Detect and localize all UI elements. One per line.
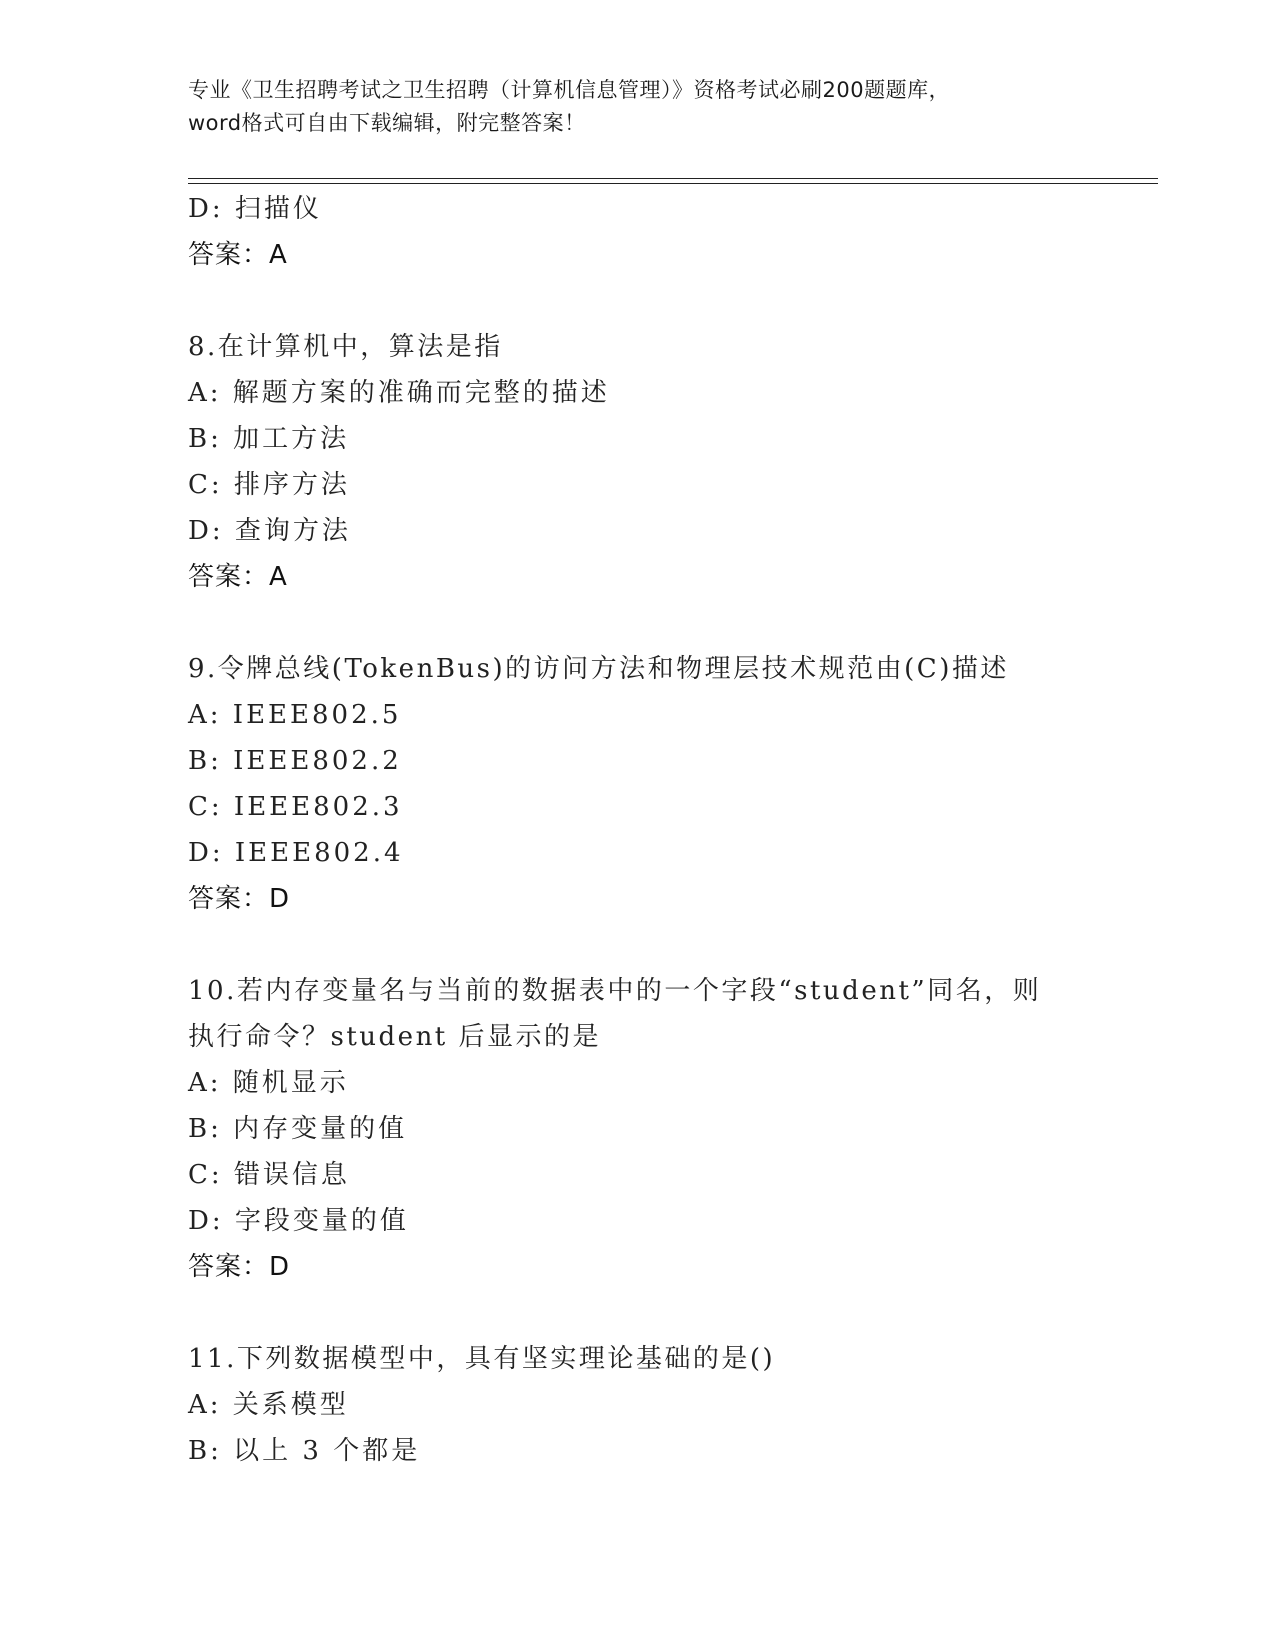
question-text: 9.令牌总线(TokenBus)的访问方法和物理层技术规范由(C)描述 xyxy=(188,654,1009,684)
option-a: A: 解题方案的准确而完整的描述 xyxy=(188,378,610,408)
spacer xyxy=(188,922,1088,968)
spacer xyxy=(188,600,1088,646)
answer-line: 答案：D xyxy=(188,1252,291,1282)
header-title-line-1: 专业《卫生招聘考试之卫生招聘（计算机信息管理）》资格考试必刷200题题库， xyxy=(188,78,951,102)
header-divider-bottom xyxy=(188,183,1158,184)
question-text: 11.下列数据模型中，具有坚实理论基础的是() xyxy=(188,1344,776,1374)
option-d: D: 扫描仪 xyxy=(188,194,322,224)
question-text: 8.在计算机中，算法是指 xyxy=(188,332,503,362)
question-text: 10.若内存变量名与当前的数据表中的一个字段“student”同名，则 xyxy=(188,976,1042,1006)
spacer xyxy=(188,278,1088,324)
question-block-11 xyxy=(188,1336,1088,1474)
document-header xyxy=(188,74,1088,140)
question-list xyxy=(188,186,1088,1474)
option-d: D: IEEE802.4 xyxy=(188,838,404,868)
option-c: C: IEEE802.3 xyxy=(188,792,403,822)
question-block-10 xyxy=(188,968,1088,1290)
question-block-9 xyxy=(188,646,1088,922)
option-a: A: IEEE802.5 xyxy=(188,700,402,730)
option-c: C: 错误信息 xyxy=(188,1160,350,1190)
answer-line: 答案：A xyxy=(188,562,288,592)
question-block-8 xyxy=(188,324,1088,600)
option-c: C: 排序方法 xyxy=(188,470,350,500)
header-title-line-2: word格式可自由下载编辑，附完整答案！ xyxy=(188,111,586,135)
question-block-7 xyxy=(188,186,1088,278)
option-d: D: 字段变量的值 xyxy=(188,1206,409,1236)
option-a: A: 随机显示 xyxy=(188,1068,349,1098)
header-divider-top xyxy=(188,178,1158,179)
spacer xyxy=(188,1290,1088,1336)
option-d: D: 查询方法 xyxy=(188,516,351,546)
option-b: B: 加工方法 xyxy=(188,424,350,454)
answer-line: 答案：D xyxy=(188,884,291,914)
answer-line: 答案：A xyxy=(188,240,288,270)
question-text-continued: 执行命令？student 后显示的是 xyxy=(188,1022,602,1052)
option-b: B: 内存变量的值 xyxy=(188,1114,408,1144)
option-b: B: IEEE802.2 xyxy=(188,746,402,776)
option-a: A: 关系模型 xyxy=(188,1390,349,1420)
option-b: B: 以上 3 个都是 xyxy=(188,1436,421,1466)
